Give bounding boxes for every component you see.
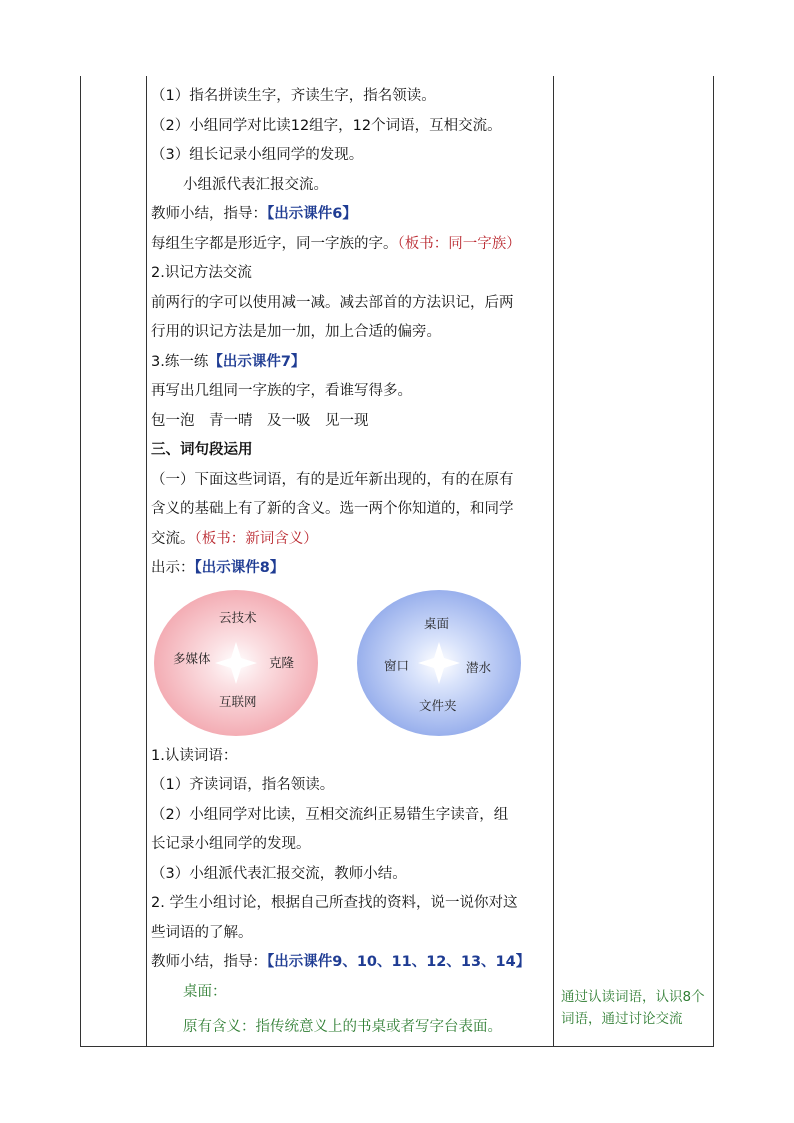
- courseware-tag: 【出示课件8】: [194, 560, 285, 576]
- bubble-word: 云技术: [219, 609, 257, 625]
- step-line: 2. 学生小组讨论，根据自己所查找的资料，说一说你对这: [151, 895, 518, 911]
- term-heading: 桌面：: [183, 983, 227, 1000]
- show-line: [151, 554, 551, 584]
- step-line: （3）组长记录小组同学的发现。: [151, 147, 364, 163]
- text: 教师小结，指导：: [151, 954, 267, 970]
- summary-line: [151, 230, 551, 260]
- table-border-col1: [146, 76, 147, 1046]
- text: 每组生字都是形近字，同一字族的字。: [151, 235, 398, 252]
- step-line: 1.认读词语：: [151, 747, 238, 764]
- bubble-word: 桌面: [424, 615, 450, 631]
- teacher-summary-line: [151, 200, 551, 230]
- paragraph-line: 行用的识记方法是加一加，加上合适的偏旁。: [151, 324, 441, 340]
- step-line: （1）齐读词语，指名领读。: [151, 777, 335, 793]
- term-definition: 原有含义：指传统意义上的书桌或者写字台表面。: [183, 1019, 502, 1035]
- text: 教师小结，指导：: [151, 206, 267, 222]
- board-note: （板书：同一字族）: [397, 235, 521, 252]
- text: 3.练一练: [151, 353, 209, 370]
- bubble-word: 窗口: [384, 657, 410, 673]
- step-line: 长记录小组同学的发现。: [151, 836, 311, 852]
- courseware-tag: 【出示课件6】: [267, 206, 357, 222]
- step-line: （1）指名拼读生字，齐读生字，指名领读。: [151, 88, 436, 104]
- paragraph-line: 含义的基础上有了新的含义。选一两个你知道的，和同学: [151, 501, 514, 517]
- table-border-right: [713, 76, 714, 1046]
- bubble-word: 潜水: [466, 659, 492, 675]
- bubble-word: 互联网: [219, 693, 257, 709]
- bubble-word: 多媒体: [173, 650, 211, 666]
- text: 交流。: [151, 530, 195, 547]
- step-line: 小组派代表汇报交流。: [183, 176, 328, 193]
- paragraph-line: 再写出几组同一字族的字，看谁写得多。: [151, 383, 412, 399]
- teacher-summary-line: [151, 948, 551, 978]
- section-title: 三、词句段运用: [151, 442, 253, 458]
- bubble-word: 文件夹: [419, 697, 457, 713]
- table-border-bottom: [80, 1046, 714, 1047]
- lesson-content: [151, 82, 551, 1043]
- step-line: （2）小组同学对比读12组字，12个词语，互相交流。: [151, 117, 502, 134]
- word-pairs: 包一泡 青一晴 及一吸 见一现: [151, 412, 369, 429]
- paragraph-line: 前两行的字可以使用减一减。减去部首的方法识记，后两: [151, 294, 514, 311]
- word-bubbles-figure: [151, 586, 551, 740]
- table-border-col2: [553, 76, 554, 1046]
- blue-bubble: [354, 586, 524, 740]
- text: 出示：: [151, 560, 195, 576]
- design-intent-note: 通过认读词语，认识8个词语，通过讨论交流: [561, 989, 705, 1027]
- section-heading: 2.识记方法交流: [151, 265, 252, 281]
- step-line: （3）小组派代表汇报交流，教师小结。: [151, 865, 407, 882]
- table-border-left: [80, 76, 81, 1046]
- step-line: （2）小组同学对比读，互相交流纠正易错生字读音，组: [151, 806, 509, 823]
- paragraph-line: （一）下面这些词语，有的是近年新出现的，有的在原有: [151, 471, 514, 488]
- practice-line: [151, 348, 551, 378]
- step-line: 些词语的了解。: [151, 924, 253, 941]
- courseware-tag: 【出示课件7】: [208, 353, 306, 370]
- courseware-tag: 【出示课件9、10、11、12、13、14】: [267, 954, 531, 970]
- bubble-word: 克隆: [269, 654, 295, 670]
- board-note: （板书：新词含义）: [194, 530, 318, 547]
- paragraph-line: [151, 525, 551, 555]
